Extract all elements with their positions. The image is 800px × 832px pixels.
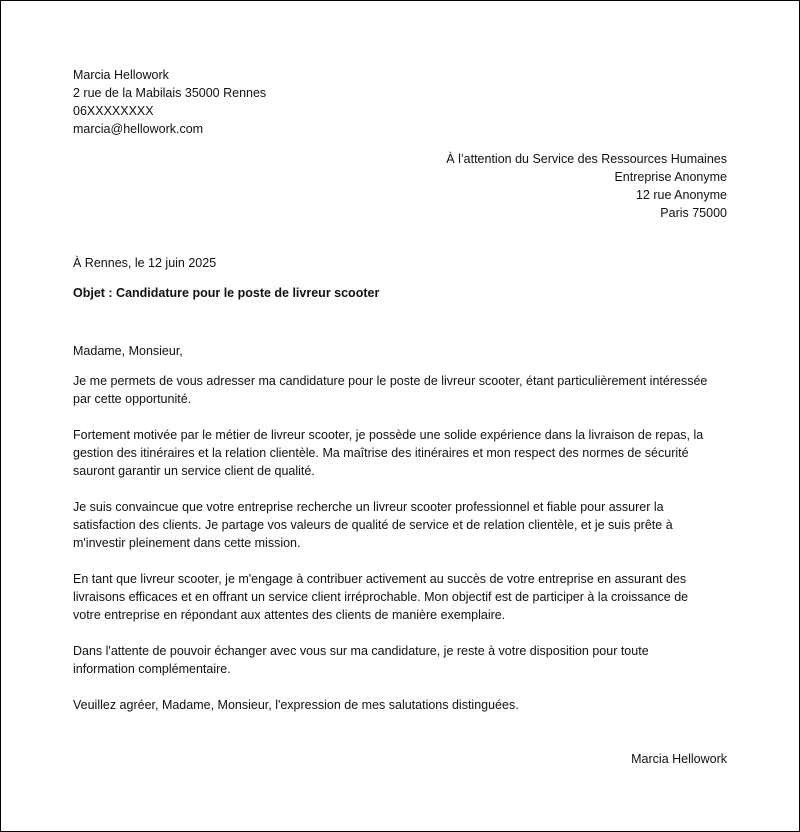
sender-phone: 06XXXXXXXX bbox=[73, 104, 154, 118]
paragraph-line: Fortement motivée par le métier de livreur scooter, je possède une solide expérience dans la livraison de repas, la bbox=[73, 428, 704, 442]
paragraph-line: Je me permets de vous adresser ma candidature pour le poste de livreur scooter, étant particulièrement intéressée bbox=[73, 374, 708, 388]
body-paragraph-1 bbox=[73, 372, 733, 408]
body-paragraph-4 bbox=[73, 570, 733, 624]
recipient-attention: À l’attention du Service des Ressources Humaines bbox=[446, 152, 727, 166]
paragraph-line: m'investir pleinement dans cette mission. bbox=[73, 536, 301, 550]
signature: Marcia Hellowork bbox=[631, 752, 727, 766]
recipient-city: Paris 75000 bbox=[660, 206, 727, 220]
paragraph-line: satisfaction des clients. Je partage vos valeurs de qualité de service et de relation clientèle, et je suis prête à bbox=[73, 518, 673, 532]
recipient-company: Entreprise Anonyme bbox=[614, 170, 727, 184]
paragraph-line: votre entreprise en répondant aux attentes des clients de manière exemplaire. bbox=[73, 608, 506, 622]
recipient-street: 12 rue Anonyme bbox=[635, 188, 727, 202]
subject-line: Objet : Candidature pour le poste de livreur scooter bbox=[73, 286, 380, 300]
body-paragraph-2 bbox=[73, 426, 733, 480]
paragraph-line: Dans l'attente de pouvoir échanger avec vous sur ma candidature, je reste à votre disposition pour toute bbox=[73, 644, 649, 658]
sender-address: 2 rue de la Mabilais 35000 Rennes bbox=[73, 86, 267, 100]
paragraph-line: sauront garantir un service client de qualité. bbox=[73, 464, 315, 478]
sender-block bbox=[73, 66, 266, 138]
paragraph-line: livraisons efficaces et en offrant un service client irréprochable. Mon objectif est de participer à la croissance de bbox=[73, 590, 689, 604]
body-paragraph-5 bbox=[73, 642, 733, 678]
paragraph-line: gestion des itinéraires et la relation clientèle. Ma maîtrise des itinéraires et mon respect des normes de sécurité bbox=[73, 446, 689, 460]
salutation: Madame, Monsieur, bbox=[73, 344, 183, 358]
closing-paragraph bbox=[73, 696, 733, 714]
sender-name: Marcia Hellowork bbox=[73, 68, 169, 82]
paragraph-line: En tant que livreur scooter, je m'engage à contribuer activement au succès de votre entreprise en assurant des bbox=[73, 572, 687, 586]
place-date: À Rennes, le 12 juin 2025 bbox=[73, 256, 217, 270]
paragraph-line: information complémentaire. bbox=[73, 662, 231, 676]
paragraph-line: Veuillez agréer, Madame, Monsieur, l'expression de mes salutations distinguées. bbox=[73, 698, 519, 712]
paragraph-line: Je suis convaincue que votre entreprise recherche un livreur scooter professionnel et fiable pour assurer la bbox=[73, 500, 664, 514]
paragraph-line: par cette opportunité. bbox=[73, 392, 192, 406]
body-paragraph-3 bbox=[73, 498, 733, 552]
recipient-block bbox=[446, 150, 727, 222]
sender-email: marcia@hellowork.com bbox=[73, 122, 204, 136]
